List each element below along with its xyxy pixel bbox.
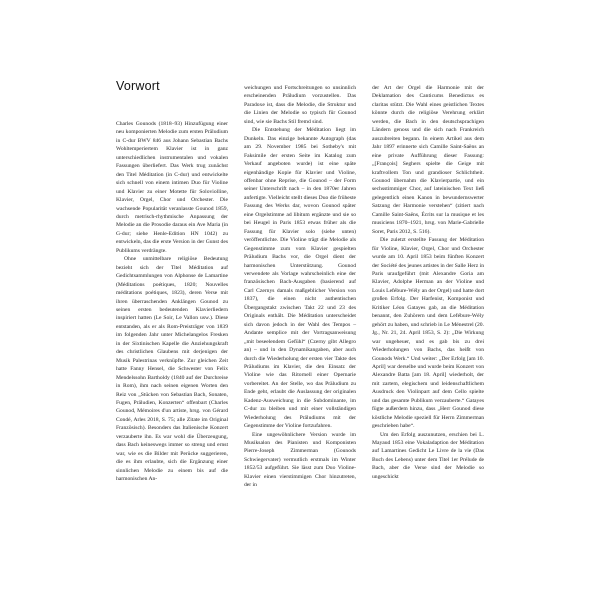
text-column-3 xyxy=(372,84,484,481)
paragraph: weichungen und Fortschreitungen so unsinnlich erscheinenden Präludium vorzustellen. Das Paradoxe ist, dass die Melodie, die Struktur und die Linien der Melodie so typisch für Gounod sind, wie sie Bachs Stil fremd sind. xyxy=(244,85,356,125)
paragraph: der Art der Orgel die Harmonie mit der Deklamation des Canticums Benedictus es claritas stützt. Die Wahl eines geistlichen Textes könnte durch die religiöse Verehrung erklärt werden, die Bach in den deutschsprachigen Ländern genoss und die sich nach Frankreich auszubreiten begann. In einem Artikel aus dem Jahr 1897 erinnerte sich Camille Saint-Saëns an eine private Aufführung dieser Fassung: „[François] Seghers spielte die Geige mit kraftvollem Ton und grandioser Schlichtheit. Gounod übernahm die Klavierpartie, und ein sechsstimmiger Chor, auf lateinischen Text ließ gelegentlich einen Kanon in bewundernswerter Satzung der Harmonie verstehen“ (zitiert nach Camille Saint-Saëns, Écrits sur la musique et les musiciens 1870–1921, hrsg. von Marie-Gabrielle Soret, Paris 2012, S. 516). xyxy=(372,85,484,235)
paragraph: Die zuletzt erstellte Fassung der Méditation für Violine, Klavier, Orgel, Chor und Orchester wurde am 10. April 1853 beim fünften Konzert der Société des jeunes artistes in der Salle Herz in Paris uraufgeführt (mit Alexandre Goria am Klavier, Adolphe Herman an der Violine und Louis Lefébure-Wély an der Orgel) und hatte dort großen Erfolg. Der Harfenist, Komponist und Kritiker Léon Gatayes gab, an die Méditation benannt, den Zuhörern und dem Lefébure-Wély gehört zu haben, und schrieb in Le Ménestrel (20. Jg., Nr. 21, 24. April 1853, S. 2): „Die Wirkung war ungeheuer, und es gab bis zu drei Wiederholungen von Bachs, das heißt von Gounods Werk.“ Und weiter: „Der Erfolg [am 10. April] war derselbe und wurde beim Konzert von Alexandre Batta [am 18. April] wiederholt, der mit zartem, elegischem und leidenschaftlichem Ausdruck den Violinpart auf dem Cello spielte und das gesamte Publikum verzauberte.“ Gatayes fügte außerdem hinzu, dass „Herr Gounod diese köstliche Melodie speziell für Herrn Zimmerman geschrieben habe“. xyxy=(372,237,484,430)
paragraph: Charles Gounods (1818–93) Hinzufügung einer neu komponierten Melodie zum ersten Präludium in C-dur BWV 846 aus Johann Sebastian Bachs Wohltemperiertem Klavier ist in ganz unterschiedlichen instrumentalen und vokalen Fassungen überliefert. Das Werk trug zunächst den Titel Méditation (in C-dur) und entwickelte sich schnell von einem intimen Duo für Violine und Klavier zu einer Motette für Soloviolline, Klavier, Orgel, Chor und Orchester. Die wachsende Popularität veranlasste Gounod 1859, durch metrisch-rhythmische Anpassung der Melodie an die Prosodie daraus ein Ave Maria (in G-dur; siehe Henle-Edition HN 1042) zu entwickeln, das die erste Version in der Gunst des Publikums verdrängte. xyxy=(116,121,228,254)
text-column-1 xyxy=(116,120,228,483)
text-column-2 xyxy=(244,84,356,490)
paragraph: Die Entstehung der Méditation liegt im Dunkeln. Das einzige bekannte Autograph (das am 29. November 1985 bei Sotheby's mit Faksimile der ersten Seite im Katalog zum Verkauf angeboten wurde) ist eine späte eigenhändige Kopie für Klavier und Violine, offenbar ohne Reprise, die Gounod – der Form seiner Unterschrift nach – in den 1870er Jahren anfertigte. Vielleicht stellt dieses Duo die früheste Fassung des Werks dar, wovon Gounod später eine Orgelstimme ad libitum ergänzte und sie so bei Heugel in Paris 1853 etwas früher als die Fassung für Klavier solo (siehe unten) veröffentlichte. Die Violine trägt die Melodie als Gegenstimme zum vom Klavier gespielten Präludium Bachs vor, die Orgel dient der harmonischen Unterstützung. Gounod verwendete als Vorlage wahrscheinlich eine der französischen Bach-Ausgaben (basierend auf Carl Czernys damals maßgeblicher Version von 1837), die einen nicht authentischen Übergangstakt zwischen Takt 22 und 23 des Originals enthält. Die Méditation unterscheidet sich davon jedoch in der Wahl des Tempos – Andante semplice mit der Vortragsanweisung „mit beseelendem Gefühl“ (Czerny gibt Allegro an) – und in den Dynamikangaben, aber auch durch die Wiederholung der ersten vier Takte des Präludiums im Klavier, die den Einsatz der Violine wie das Ritornell einer Opernarie vorbereitet. An der Stelle, wo das Präludium zu Ende geht, erlaubt die Auslassung der originalen Kadenz-Ausweichung in die Subdominante, im C-dur zu bleiben und mit einer vollständigen Wiederholung des Präludiums mit der Gegenstimme der Violine fortzufahren. xyxy=(244,127,356,430)
paragraph: Ohne unmittelbare religiöse Bedeutung bezieht sich der Titel Méditation auf Gedichtsammlungen von Alphonse de Lamartine (Méditations poétiques, 1820; Nouvelles méditations poétiques, 1823), deren Verse mit ihren überraschenden Anklängen Gounod zu seinen ersten bedeutenden Klavierliedern inspiriert hatten (Le Soir, Le Vallon usw.). Diese entstanden, als er als Rom-Preisträger von 1839 im folgenden Jahr unter Michelangelos Fresken in der Sixtinischen Kapelle die Anziehungskraft des christlichen Glaubens mit derjenigen der Musik Palestrinas verknüpfte. Zur gleichen Zeit hatte Fanny Hensel, die Schwester von Felix Mendelssohn Bartholdy (1840 auf der Durchreise in Rom), ihm nach seinen eigenen Worten den Reiz von „Stücken von Sebastian Bach, Sonaten, Fugen, Präludien, Konzerten“ offenbart (Charles Gounod, Mémoires d'un artiste, hrsg. von Gérard Condé, Arles 2018, S. 75; alle Zitate im Original Französisch). Besonders das Italienische Konzert verzauberte ihn. Es war wohl die Überzeugung, dass Bach keineswegs immer so streng und ernst war, wie es die Bilder mit Perücke suggerieren, die es ihm erlaubte, sich die Ergänzung einer sinnlichen Melodie zu einem bis auf die harmonischen An- xyxy=(116,256,228,483)
paragraph: Um den Erfolg auszunutzen, erschien bei L. Mayaud 1853 eine Vokaladaption der Méditation auf Lamartines Gedicht Le Livre de la vie (Das Buch des Lebens) unter dem Titel 1er Prélude de Bach, aber die Verse sind der Melodie so ungeschickt xyxy=(372,431,484,480)
paragraph: Eine ungewöhnlichere Version wurde im Musiksalon des Pianisten und Komponisten Pierre-Joseph Zimmerman (Gounods Schwiegervater) vermutlich erstmals im Winter 1852/53 aufgeführt. Sie lässt zum Duo Violine-Klavier einen vierstimmigen Chor hinzutreten, der in xyxy=(244,431,356,489)
page-title: Vorwort xyxy=(116,79,160,93)
